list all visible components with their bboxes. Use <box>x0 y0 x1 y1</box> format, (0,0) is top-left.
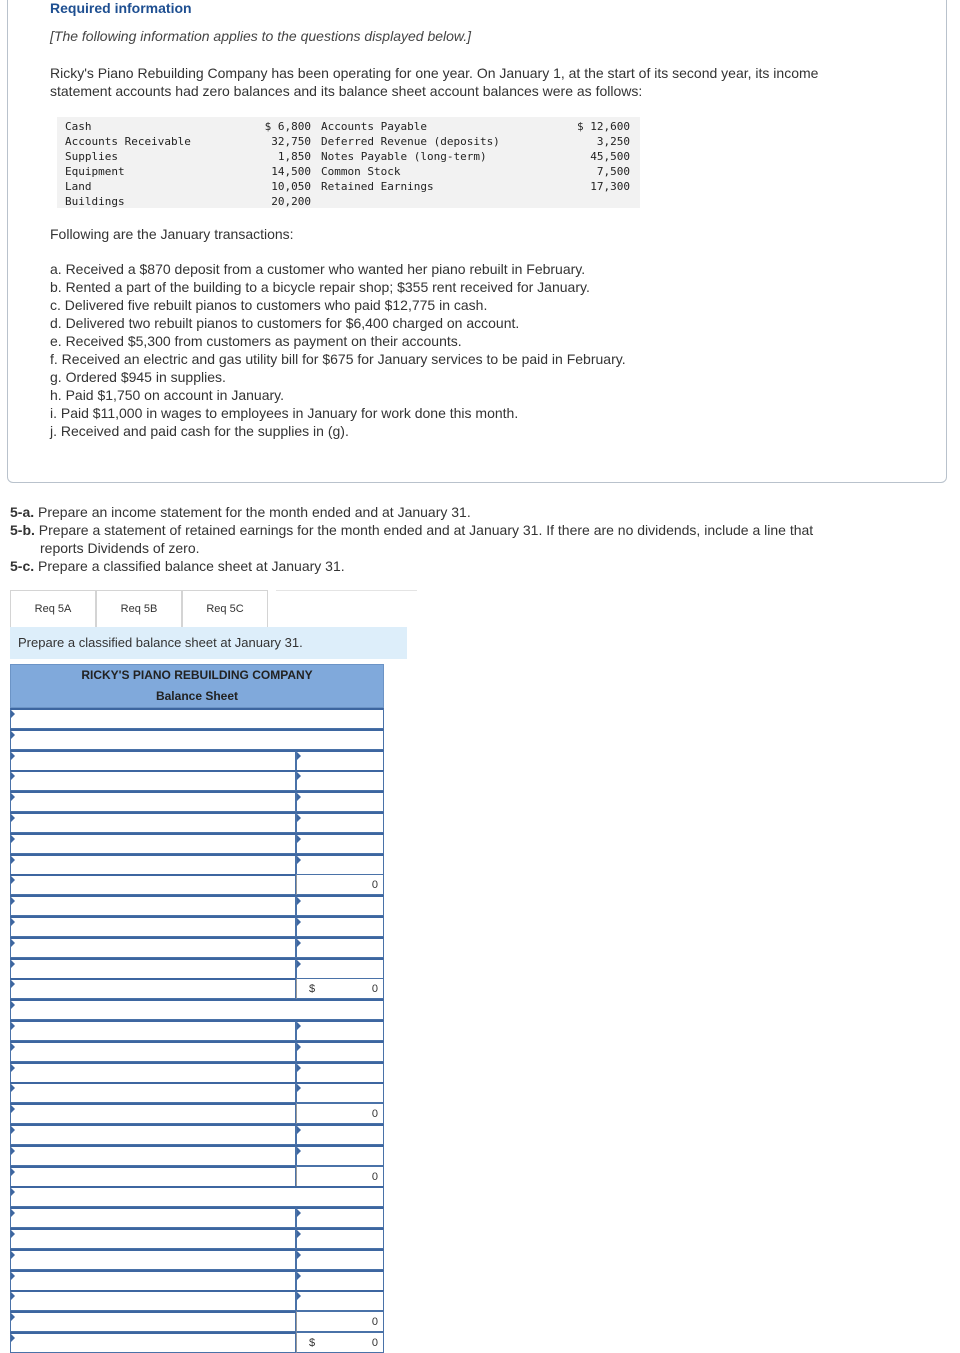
label-input[interactable] <box>10 708 384 729</box>
sheet-row <box>10 1020 384 1041</box>
amount-input[interactable] <box>296 1145 384 1166</box>
label-input[interactable] <box>10 833 296 854</box>
left-value: 10,050 <box>271 180 311 193</box>
sheet-row <box>10 1290 384 1311</box>
label-input[interactable] <box>10 1082 296 1103</box>
amount-input[interactable] <box>296 1207 384 1228</box>
cell-marker-icon <box>11 1334 15 1342</box>
left-label: Supplies <box>65 150 118 163</box>
tab-divider <box>276 590 417 591</box>
cell-marker-icon <box>297 1022 301 1030</box>
cell-marker-icon <box>11 1188 15 1196</box>
amount-input[interactable] <box>296 1062 384 1083</box>
cell-marker-icon <box>11 856 15 864</box>
left-value: 20,200 <box>271 195 311 208</box>
amount-input[interactable] <box>296 1041 384 1062</box>
cell-marker-icon <box>297 1292 301 1300</box>
right-value: 3,250 <box>596 135 630 148</box>
balance-row <box>57 134 640 149</box>
cell-marker-icon <box>11 731 15 739</box>
cell-marker-icon <box>11 897 15 905</box>
cell-marker-icon <box>11 918 15 926</box>
cell-marker-icon <box>11 1251 15 1259</box>
label-input[interactable] <box>10 978 296 999</box>
total-value: 0 <box>371 1108 378 1121</box>
question-text: Prepare an income statement for the month ended and at January 31. <box>34 504 471 520</box>
amount-input[interactable] <box>296 833 384 854</box>
amount-input[interactable] <box>296 770 384 791</box>
transactions-list <box>50 260 626 440</box>
right-label: Notes Payable (long-term) <box>321 150 487 163</box>
left-value: $ 6,800 <box>264 120 311 133</box>
total-value: 0 <box>371 1316 378 1329</box>
sheet-row <box>10 1186 384 1207</box>
cell-marker-icon <box>297 856 301 864</box>
cell-marker-icon <box>297 793 301 801</box>
right-label: Common Stock <box>321 165 401 178</box>
label-input[interactable] <box>10 1020 296 1041</box>
sheet-row <box>10 1270 384 1291</box>
label-input[interactable] <box>10 1103 296 1124</box>
required-info-title: Required information <box>50 0 192 16</box>
cell-marker-icon <box>11 876 15 884</box>
label-input[interactable] <box>10 1145 296 1166</box>
sheet-row <box>10 916 384 937</box>
cell-marker-icon <box>297 960 301 968</box>
sheet-row <box>10 1311 384 1332</box>
amount-input[interactable] <box>296 812 384 833</box>
label-input[interactable] <box>10 1062 296 1083</box>
transaction-item: b. Rented a part of the building to a bicycle repair shop; $355 rent received for January. <box>50 279 590 295</box>
cell-marker-icon <box>11 835 15 843</box>
sheet-row <box>10 812 384 833</box>
cell-marker-icon <box>11 814 15 822</box>
balance-row <box>57 149 640 164</box>
cell-marker-icon <box>297 939 301 947</box>
cell-marker-icon <box>297 835 301 843</box>
amount-input[interactable] <box>296 1228 384 1249</box>
label-input[interactable] <box>10 729 384 750</box>
sheet-row <box>10 1249 384 1270</box>
prompt-bar: Prepare a classified balance sheet at January 31. <box>10 627 407 659</box>
sheet-row <box>10 750 384 771</box>
cell-marker-icon <box>297 1272 301 1280</box>
balance-table <box>57 117 640 208</box>
label-input[interactable] <box>10 812 296 833</box>
cell-marker-icon <box>297 1147 301 1155</box>
label-input[interactable] <box>10 1228 296 1249</box>
company-name: RICKY'S PIANO REBUILDING COMPANY <box>81 668 313 682</box>
sheet-row <box>10 1082 384 1103</box>
left-label: Equipment <box>65 165 125 178</box>
tab-req-5b[interactable]: Req 5B <box>96 590 182 627</box>
transaction-item: e. Received $5,300 from customers as payment on their accounts. <box>50 333 462 349</box>
transaction-item: j. Received and paid cash for the supplies in (g). <box>50 423 349 439</box>
total-cell <box>296 1332 384 1353</box>
sheet-row <box>10 1166 384 1187</box>
sheet-row <box>10 854 384 875</box>
label-input[interactable] <box>10 1166 296 1187</box>
balance-row <box>57 179 640 194</box>
label-input[interactable] <box>10 1124 296 1145</box>
total-cell <box>296 874 384 895</box>
label-input[interactable] <box>10 854 296 875</box>
amount-input[interactable] <box>296 937 384 958</box>
label-input[interactable] <box>10 770 296 791</box>
total-value: 0 <box>371 983 378 996</box>
left-label: Land <box>65 180 92 193</box>
question-label: 5-c. <box>10 558 35 574</box>
cell-marker-icon <box>297 918 301 926</box>
cell-marker-icon <box>11 1126 15 1134</box>
sheet-row <box>10 729 384 750</box>
transaction-item: f. Received an electric and gas utility bill for $675 for January services to be paid in February. <box>50 351 626 367</box>
balance-row <box>57 194 640 209</box>
question-text: Prepare a statement of retained earnings for the month ended and at January 31. If there are no dividends, include a line that <box>34 522 814 538</box>
amount-input[interactable] <box>296 1249 384 1270</box>
cell-marker-icon <box>297 1043 301 1051</box>
label-input[interactable] <box>10 750 296 771</box>
label-input[interactable] <box>10 791 296 812</box>
left-value: 1,850 <box>277 150 311 163</box>
cell-marker-icon <box>11 960 15 968</box>
amount-input[interactable] <box>296 895 384 916</box>
right-label: Retained Earnings <box>321 180 434 193</box>
amount-input[interactable] <box>296 958 384 979</box>
cell-marker-icon <box>297 814 301 822</box>
label-input[interactable] <box>10 999 384 1020</box>
cell-marker-icon <box>11 1230 15 1238</box>
dollar-sign: $ <box>309 1337 316 1349</box>
tab-req-5a[interactable]: Req 5A <box>10 590 96 627</box>
sheet-row <box>10 895 384 916</box>
cell-marker-icon <box>11 939 15 947</box>
right-value: $ 12,600 <box>577 120 630 133</box>
left-value: 14,500 <box>271 165 311 178</box>
total-cell <box>296 1166 384 1187</box>
sheet-row <box>10 978 384 999</box>
cell-marker-icon <box>297 897 301 905</box>
amount-input[interactable] <box>296 1020 384 1041</box>
label-input[interactable] <box>10 1290 296 1311</box>
cell-marker-icon <box>297 1251 301 1259</box>
transaction-item: g. Ordered $945 in supplies. <box>50 369 226 385</box>
cell-marker-icon <box>11 1001 15 1009</box>
label-input[interactable] <box>10 1207 296 1228</box>
cell-marker-icon <box>11 1168 15 1176</box>
left-value: 32,750 <box>271 135 311 148</box>
balance-row <box>57 164 640 179</box>
cell-marker-icon <box>11 1209 15 1217</box>
cell-marker-icon <box>11 1292 15 1300</box>
amount-input[interactable] <box>296 1124 384 1145</box>
total-cell <box>296 1311 384 1332</box>
total-cell <box>296 1103 384 1124</box>
left-label: Cash <box>65 120 92 133</box>
label-input[interactable] <box>10 874 296 895</box>
right-label: Accounts Payable <box>321 120 427 133</box>
sheet-row <box>10 1207 384 1228</box>
sheet-row <box>10 1103 384 1124</box>
transaction-item: d. Delivered two rebuilt pianos to customers for $6,400 charged on account. <box>50 315 520 331</box>
sheet-row <box>10 1062 384 1083</box>
cell-marker-icon <box>297 1126 301 1134</box>
total-value: 0 <box>371 879 378 892</box>
tab-req-5c[interactable]: Req 5C <box>182 590 268 627</box>
cell-marker-icon <box>11 772 15 780</box>
label-input[interactable] <box>10 916 296 937</box>
cell-marker-icon <box>11 752 15 760</box>
cell-marker-icon <box>11 1064 15 1072</box>
total-value: 0 <box>371 1170 378 1183</box>
transaction-item: h. Paid $1,750 on account in January. <box>50 387 285 403</box>
required-info-subtitle: [The following information applies to the questions displayed below.] <box>50 28 472 44</box>
sheet-row <box>10 958 384 979</box>
transaction-item: i. Paid $11,000 in wages to employees in January for work done this month. <box>50 405 519 421</box>
sheet-row <box>10 874 384 895</box>
right-label: Deferred Revenue (deposits) <box>321 135 500 148</box>
question-label: 5-a. <box>10 504 35 520</box>
sheet-row <box>10 1124 384 1145</box>
sheet-row <box>10 791 384 812</box>
sheet-row <box>10 1041 384 1062</box>
cell-marker-icon <box>11 1084 15 1092</box>
label-input[interactable] <box>10 1041 296 1062</box>
cell-marker-icon <box>11 980 15 988</box>
cell-marker-icon <box>297 1209 301 1217</box>
balance-sheet <box>10 664 384 1349</box>
amount-input[interactable] <box>296 1270 384 1291</box>
left-label: Buildings <box>65 195 125 208</box>
cell-marker-icon <box>297 1230 301 1238</box>
cell-marker-icon <box>11 1313 15 1321</box>
cell-marker-icon <box>11 1043 15 1051</box>
cell-marker-icon <box>11 1105 15 1113</box>
intro-text: Ricky's Piano Rebuilding Company has been operating for one year. On January 1, at the start of its second year, its income statement accounts had zero balances and its balance sheet account balances were as follows: <box>50 65 819 99</box>
sheet-row <box>10 1332 384 1353</box>
sheet-row <box>10 937 384 958</box>
sheet-row <box>10 708 384 729</box>
left-label: Accounts Receivable <box>65 135 191 148</box>
cell-marker-icon <box>297 772 301 780</box>
cell-marker-icon <box>11 710 15 718</box>
sheet-row <box>10 999 384 1020</box>
total-cell <box>296 978 384 999</box>
cell-marker-icon <box>297 752 301 760</box>
following-text: Following are the January transactions: <box>50 226 294 242</box>
amount-input[interactable] <box>296 916 384 937</box>
sheet-title: Balance Sheet <box>155 689 239 703</box>
cell-marker-icon <box>11 1022 15 1030</box>
sheet-row <box>10 1145 384 1166</box>
amount-input[interactable] <box>296 854 384 875</box>
right-value: 17,300 <box>590 180 630 193</box>
amount-input[interactable] <box>296 750 384 771</box>
sheet-row <box>10 770 384 791</box>
cell-marker-icon <box>297 1064 301 1072</box>
label-input[interactable] <box>10 1270 296 1291</box>
amount-input[interactable] <box>296 791 384 812</box>
total-value: 0 <box>371 1337 378 1349</box>
label-input[interactable] <box>10 895 296 916</box>
label-input[interactable] <box>10 1311 296 1332</box>
right-value: 45,500 <box>590 150 630 163</box>
questions-block <box>10 503 950 575</box>
label-input[interactable] <box>10 1186 384 1207</box>
label-input[interactable] <box>10 937 296 958</box>
transaction-item: a. Received a $870 deposit from a customer who wanted her piano rebuilt in February. <box>50 261 586 277</box>
right-value: 7,500 <box>596 165 630 178</box>
transaction-item: c. Delivered five rebuilt pianos to customers who paid $12,775 in cash. <box>50 297 488 313</box>
sheet-row <box>10 1228 384 1249</box>
amount-input[interactable] <box>296 1290 384 1311</box>
balance-sheet-header <box>10 664 384 708</box>
label-input[interactable] <box>10 1249 296 1270</box>
label-input[interactable] <box>10 958 296 979</box>
question-label: 5-b. <box>10 522 35 538</box>
cell-marker-icon <box>11 1272 15 1280</box>
cell-marker-icon <box>11 1147 15 1155</box>
question-text: reports Dividends of zero. <box>40 540 200 556</box>
balance-row <box>57 119 640 134</box>
label-input[interactable] <box>10 1332 296 1353</box>
dollar-sign: $ <box>309 983 316 996</box>
question-text: Prepare a classified balance sheet at January 31. <box>34 558 345 574</box>
sheet-row <box>10 833 384 854</box>
cell-marker-icon <box>11 793 15 801</box>
amount-input[interactable] <box>296 1082 384 1103</box>
cell-marker-icon <box>297 1084 301 1092</box>
